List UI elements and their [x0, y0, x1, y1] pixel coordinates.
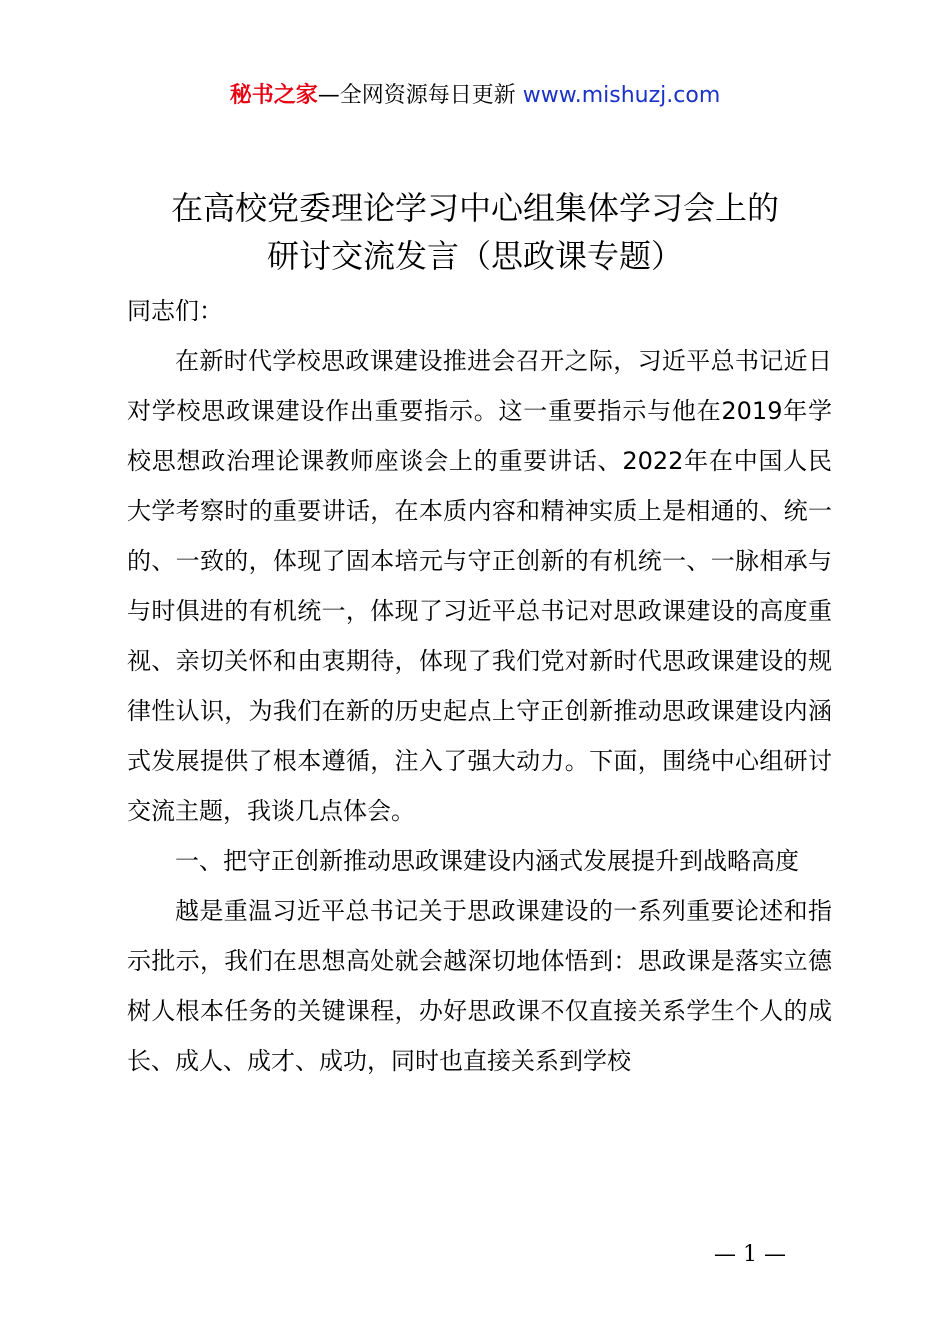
page-number: — 1 —	[714, 1242, 786, 1267]
document-title	[100, 184, 850, 280]
title-line-1: 在高校党委理论学习中心组集体学习会上的	[170, 189, 779, 227]
site-url-link[interactable]: www.mishuzj.com	[522, 83, 721, 108]
document-body	[127, 286, 832, 1086]
body-paragraph-section-1: 越是重温习近平总书记关于思政课建设的一系列重要论述和指示批示，我们在思想高处就会越深切地体悟到：思政课是落实立德树人根本任务的关键课程，办好思政课不仅直接关系学生个人的成长、成人、成才、成功，同时也直接关系到学校	[127, 897, 832, 1075]
section-heading-1: 一、把守正创新推动思政课建设内涵式发展提升到战略高度	[175, 847, 799, 875]
site-slogan: —全网资源每日更新	[317, 83, 516, 108]
body-paragraph-intro: 在新时代学校思政课建设推进会召开之际，习近平总书记近日对学校思政课建设作出重要指示。这一重要指示与他在2019年学校思想政治理论课教师座谈会上的重要讲话、2022年在中国人民大学考察时的重要讲话，在本质内容和精神实质上是相通的、统一的、一致的，体现了固本培元与守正创新的有机统一、一脉相承与与时俱进的有机统一，体现了习近平总书记对思政课建设的高度重视、亲切关怀和由衷期待，体现了我们党对新时代思政课建设的规律性认识，为我们在新的历史起点上守正创新推动思政课建设内涵式发展提供了根本遵循，注入了强大动力。下面，围绕中心组研讨交流主题，我谈几点体会。	[127, 347, 832, 825]
site-brand: 秘书之家	[229, 83, 318, 108]
site-header	[0, 80, 950, 112]
title-line-2: 研讨交流发言（思政课专题）	[266, 237, 683, 275]
salutation: 同志们：	[127, 297, 223, 325]
